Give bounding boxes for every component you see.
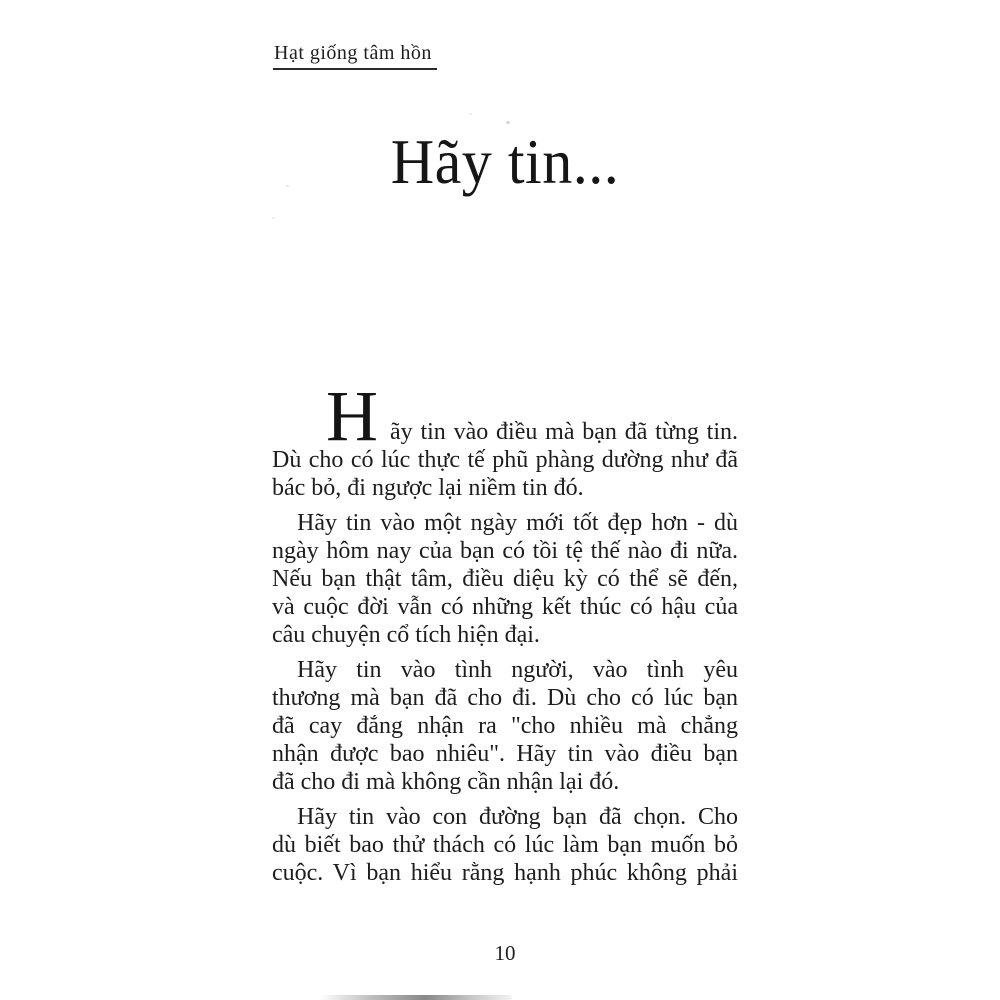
page-number: 10 (494, 941, 516, 965)
paragraph (272, 656, 738, 796)
body-text (272, 376, 738, 887)
scan-speck (286, 185, 289, 187)
body-line: nhận được bao nhiêu". Hãy tin vào điều bạn (272, 741, 738, 767)
body-line: câu chuyện cổ tích hiện đại. (272, 622, 540, 648)
body-line: ngày hôm nay của bạn có tồi tệ thế nào đi nữa. (272, 538, 738, 564)
body-line: Hãy tin vào một ngày mới tốt đẹp hơn - dù (297, 510, 738, 536)
raised-cap: H (326, 376, 378, 456)
body-line: đã cho đi mà không cần nhận lại đó. (272, 769, 620, 795)
body-line: Hãy tin vào con đường bạn đã chọn. Cho (297, 804, 738, 830)
chapter-title: Hãy tin... (390, 126, 620, 197)
body-line: đã cay đắng nhận ra "cho nhiều mà chẳng (272, 713, 738, 739)
body-line: cuộc. Vì bạn hiểu rằng hạnh phúc không phải (272, 860, 738, 886)
body-line: Hãy tin vào tình người, vào tình yêu (297, 657, 738, 683)
body-line: Dù cho có lúc thực tế phũ phàng dường như đã (272, 447, 738, 473)
scan-speck (272, 217, 275, 219)
body-line: thương mà bạn đã cho đi. Dù cho có lúc bạn (272, 685, 738, 711)
body-line: và cuộc đời vẫn có những kết thúc có hậu của (272, 594, 738, 620)
scan-artifact-bar (320, 995, 512, 1000)
scan-speck (469, 113, 472, 115)
body-line: ãy tin vào điều mà bạn đã từng tin. (390, 419, 738, 445)
body-line: Nếu bạn thật tâm, điều diệu kỳ có thể sẽ đến, (272, 566, 738, 592)
scan-speck (506, 121, 510, 124)
body-line: bác bỏ, đi ngược lại niềm tin đó. (272, 475, 584, 501)
paragraph (272, 803, 738, 887)
running-header (273, 42, 437, 70)
running-title: Hạt giống tâm hồn (273, 42, 437, 70)
paragraph (272, 509, 738, 649)
body-line: dù biết bao thử thách có lúc làm bạn muốn bỏ (272, 832, 738, 858)
